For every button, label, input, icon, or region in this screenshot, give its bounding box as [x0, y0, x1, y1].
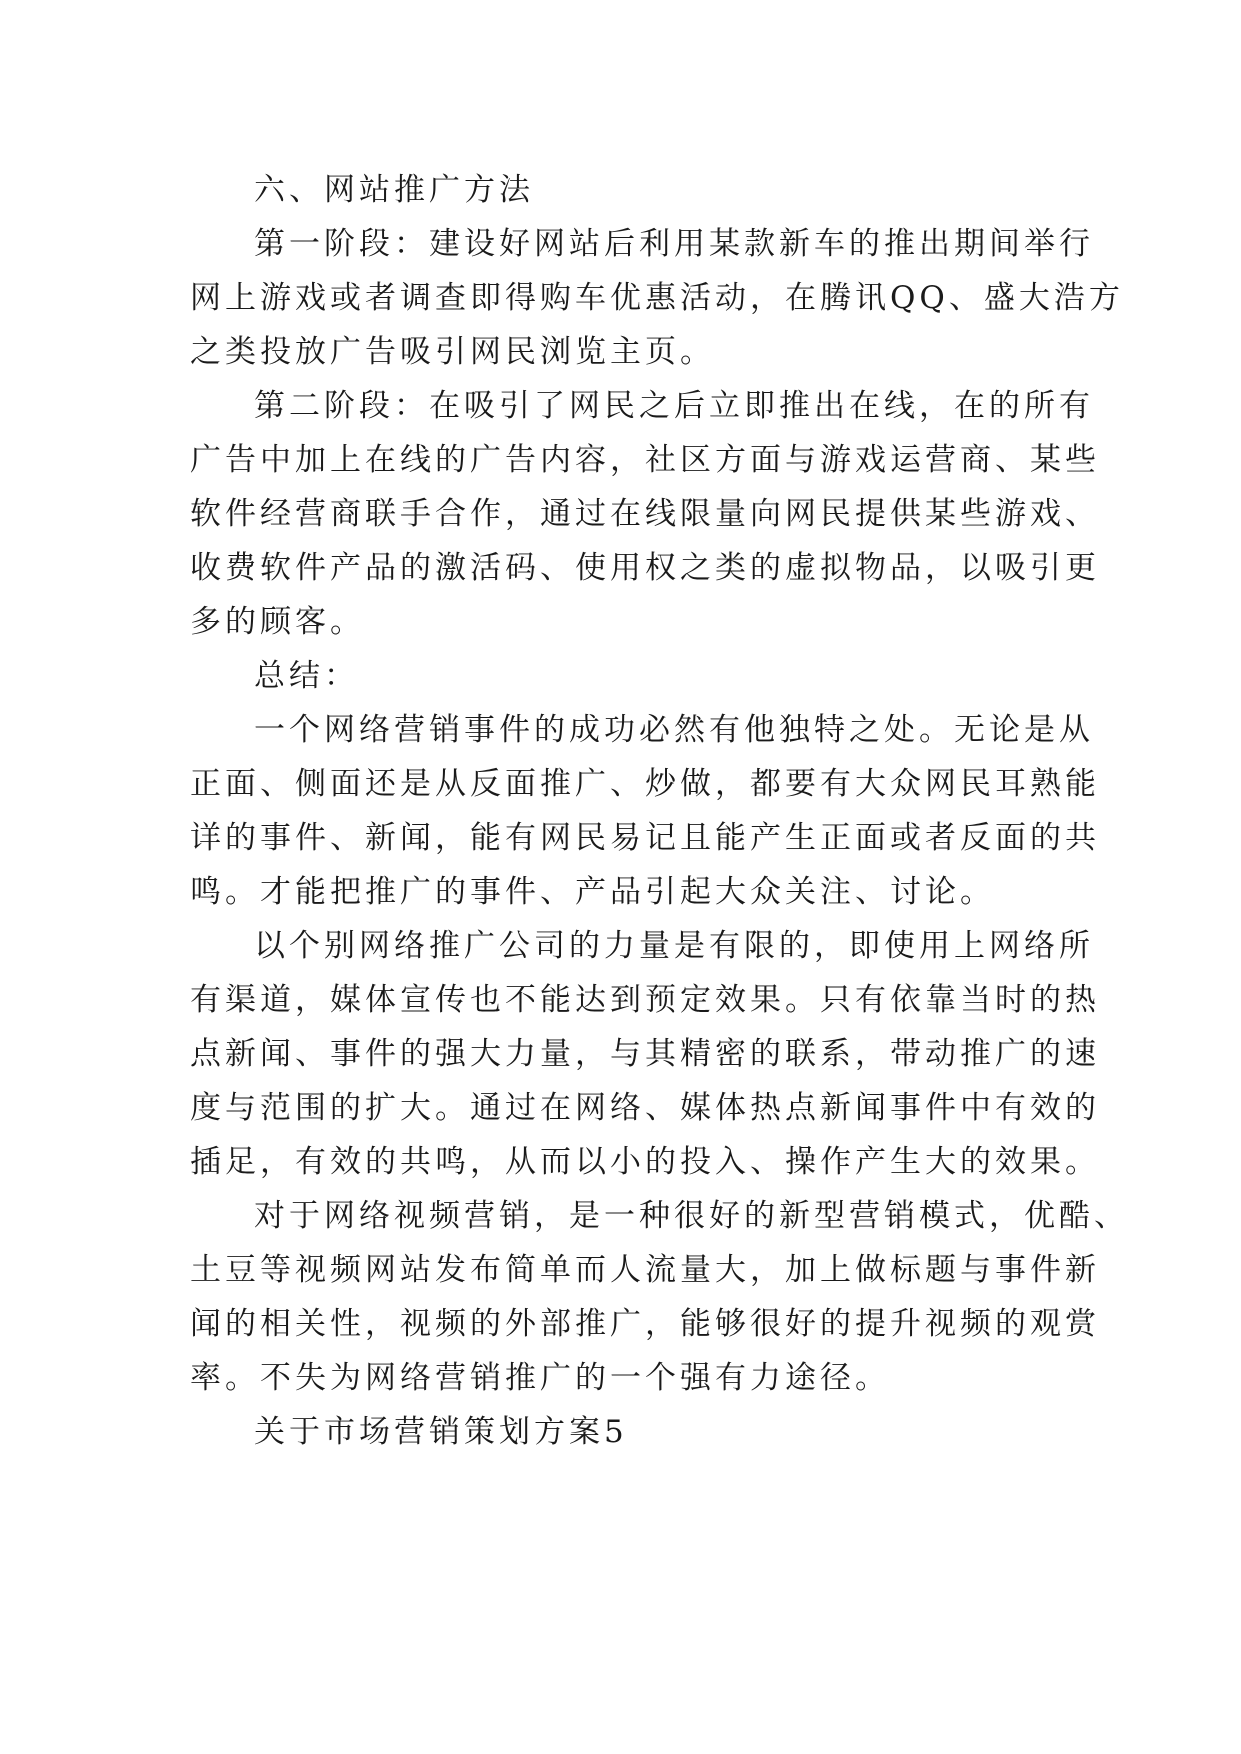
paragraph-line: 网上游戏或者调查即得购车优惠活动，在腾讯QQ、盛大浩方 — [190, 280, 1124, 316]
paragraph-line: 点新闻、事件的强大力量，与其精密的联系，带动推广的速 — [190, 1036, 1100, 1072]
paragraph-line: 以个别网络推广公司的力量是有限的，即使用上网络所 — [254, 928, 1094, 964]
paragraph-line: 插足，有效的共鸣，从而以小的投入、操作产生大的效果。 — [190, 1144, 1100, 1180]
section-heading: 六、网站推广方法 — [254, 172, 534, 208]
paragraph-line: 第二阶段：在吸引了网民之后立即推出在线，在的所有 — [254, 388, 1094, 424]
paragraph-line: 广告中加上在线的广告内容，社区方面与游戏运营商、某些 — [190, 442, 1100, 478]
paragraph-line: 度与范围的扩大。通过在网络、媒体热点新闻事件中有效的 — [190, 1090, 1100, 1126]
paragraph-line: 正面、侧面还是从反面推广、炒做，都要有大众网民耳熟能 — [190, 766, 1100, 802]
paragraph-line: 有渠道，媒体宣传也不能达到预定效果。只有依靠当时的热 — [190, 982, 1100, 1018]
paragraph-line: 第一阶段：建设好网站后利用某款新车的推出期间举行 — [254, 226, 1094, 262]
paragraph-line: 闻的相关性，视频的外部推广，能够很好的提升视频的观赏 — [190, 1306, 1100, 1342]
paragraph-line: 一个网络营销事件的成功必然有他独特之处。无论是从 — [254, 712, 1094, 748]
next-section-heading: 关于市场营销策划方案5 — [254, 1414, 628, 1450]
paragraph-line: 详的事件、新闻，能有网民易记且能产生正面或者反面的共 — [190, 820, 1100, 856]
paragraph-line: 多的顾客。 — [190, 604, 365, 640]
paragraph-line: 收费软件产品的激活码、使用权之类的虚拟物品，以吸引更 — [190, 550, 1100, 586]
paragraph-line: 之类投放广告吸引网民浏览主页。 — [190, 334, 715, 370]
paragraph-line: 软件经营商联手合作，通过在线限量向网民提供某些游戏、 — [190, 496, 1100, 532]
paragraph-line: 鸣。才能把推广的事件、产品引起大众关注、讨论。 — [190, 874, 995, 910]
paragraph-line: 对于网络视频营销，是一种很好的新型营销模式，优酷、 — [254, 1198, 1129, 1234]
paragraph-line: 总结： — [254, 658, 359, 694]
paragraph-line: 率。不失为网络营销推广的一个强有力途径。 — [190, 1360, 890, 1396]
paragraph-line: 土豆等视频网站发布简单而人流量大，加上做标题与事件新 — [190, 1252, 1100, 1288]
